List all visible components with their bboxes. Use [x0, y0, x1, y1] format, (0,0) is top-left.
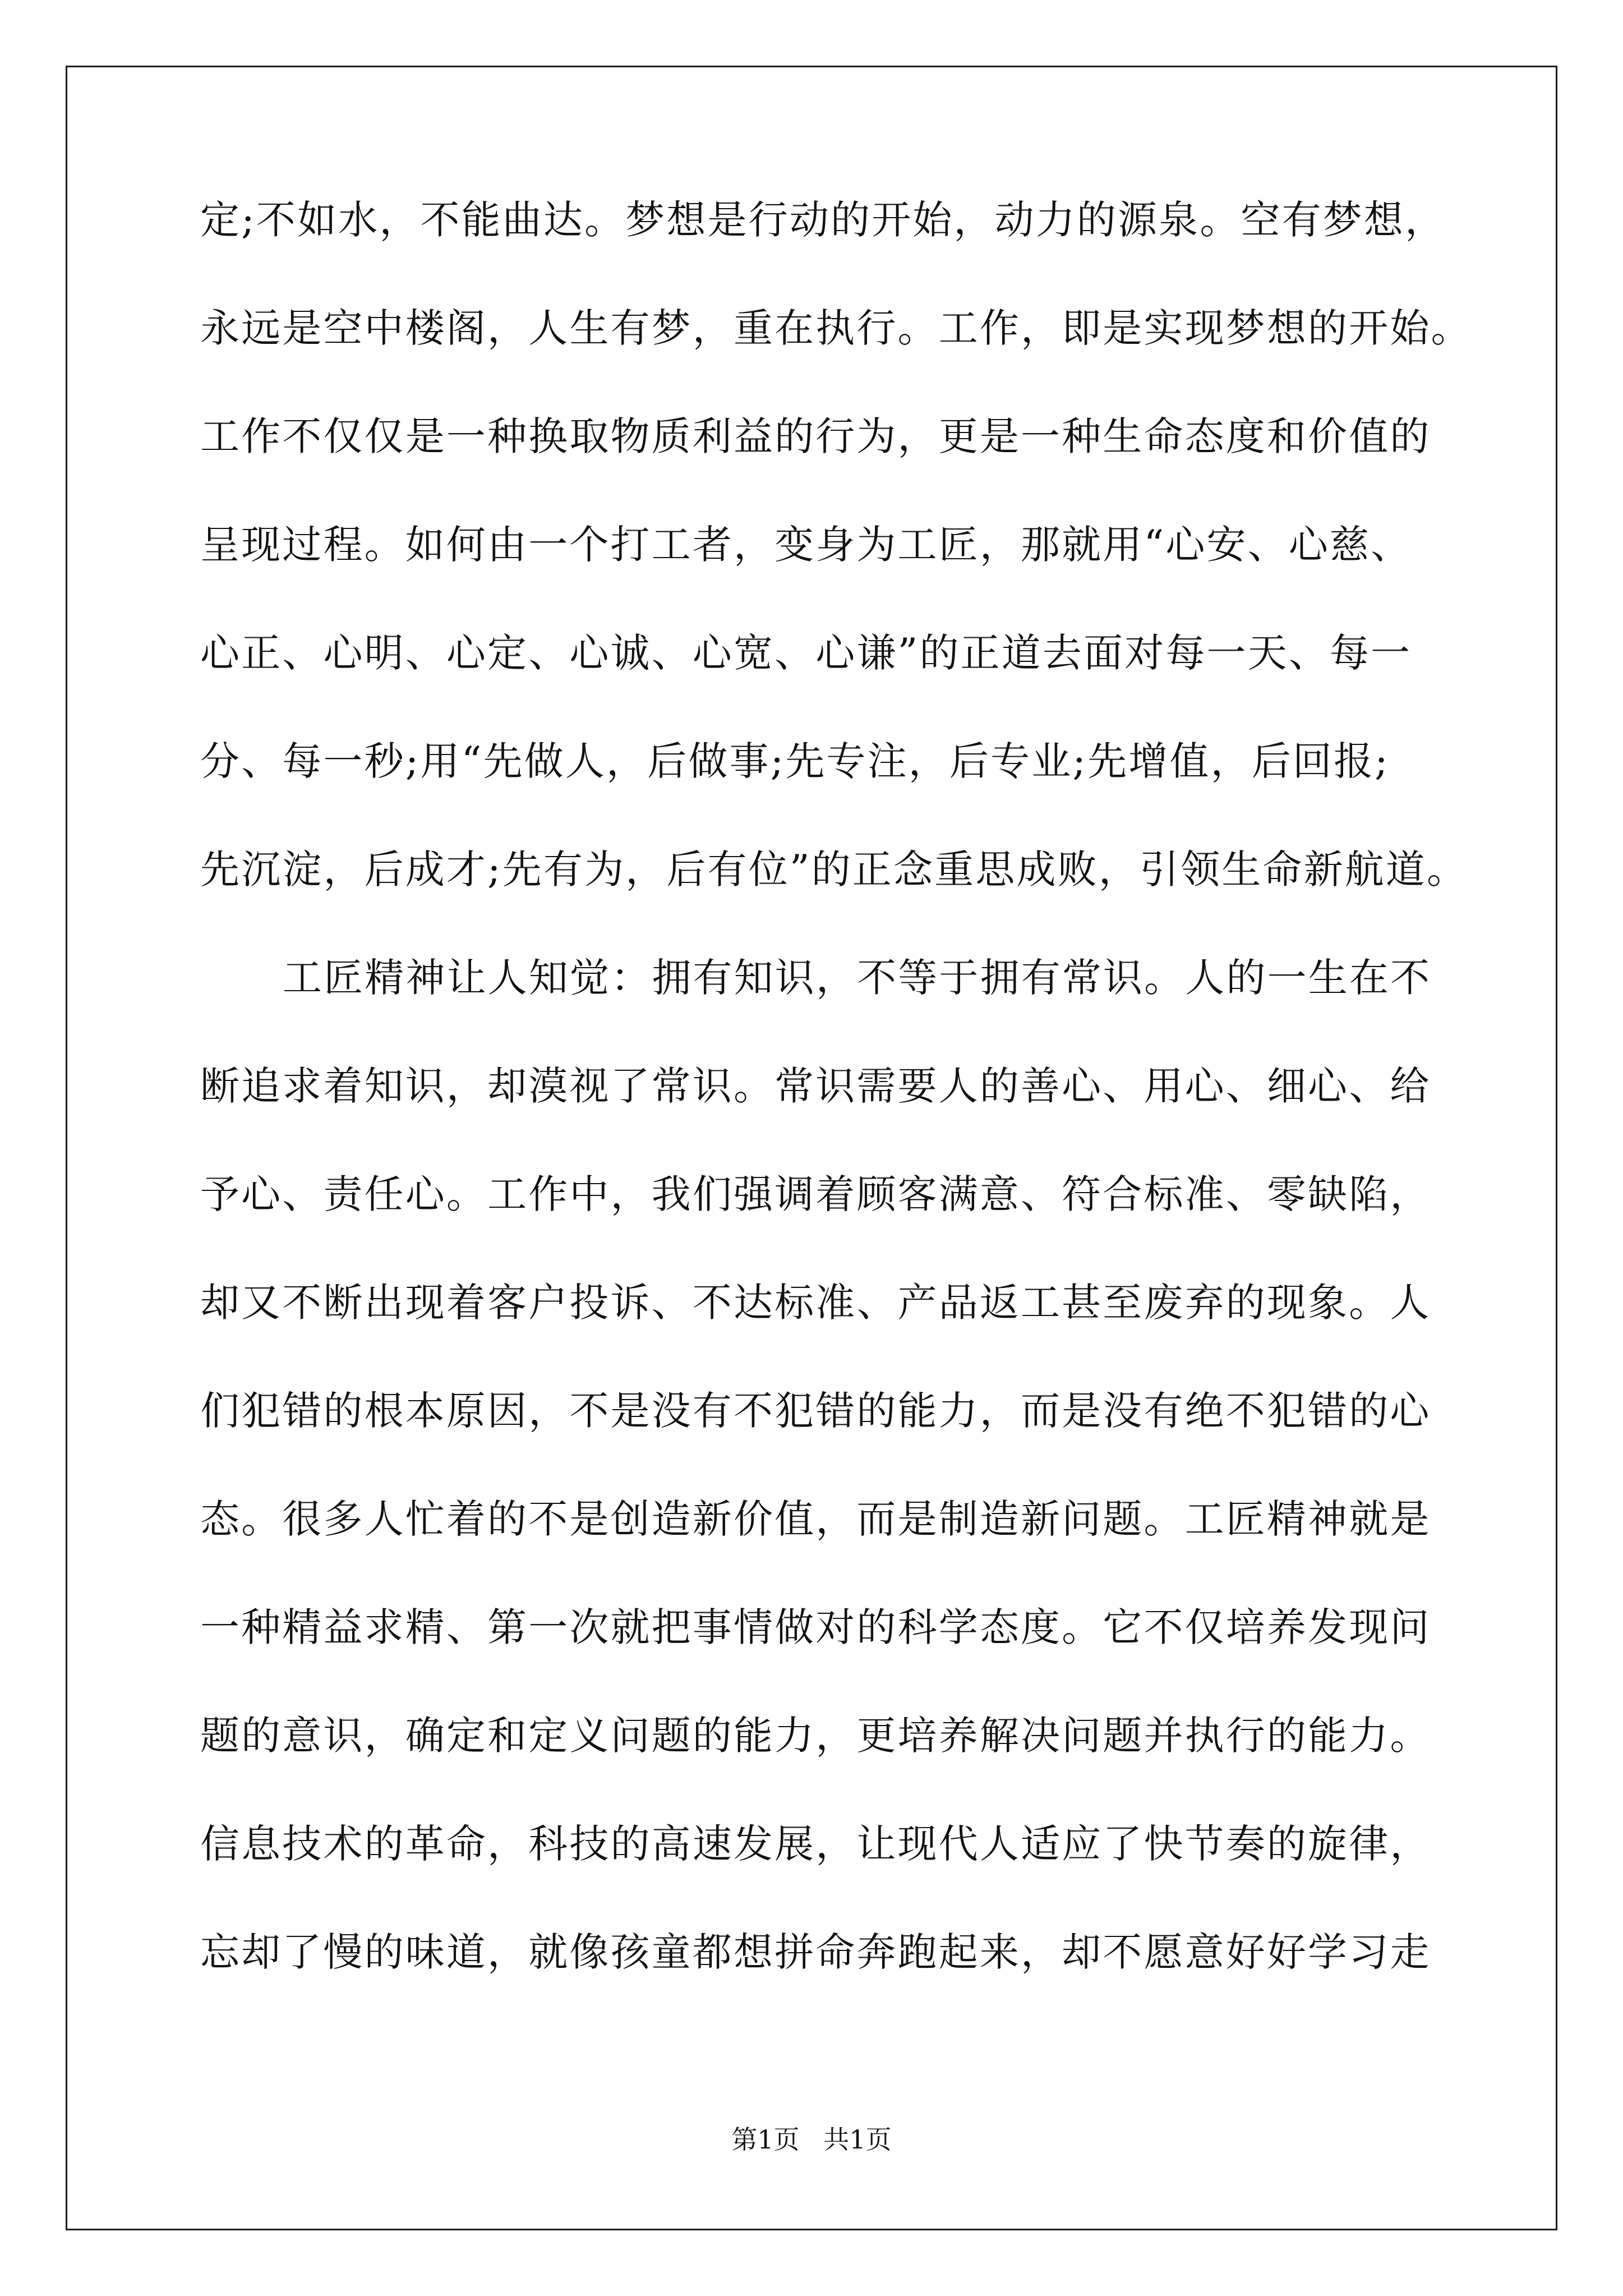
- text-line: 呈现过程。如何由一个打工者，变身为工匠，那就用“心安、心慈、: [200, 522, 1412, 568]
- text-line: 心正、心明、心定、心诚、心宽、心谦”的正道去面对每一天、每一: [200, 630, 1412, 676]
- text-line: 永远是空中楼阁，人生有梦，重在执行。工作，即是实现梦想的开始。: [200, 305, 1472, 351]
- text-line: 题的意识，确定和定义问题的能力，更培养解决问题并执行的能力。: [200, 1713, 1431, 1759]
- text-line: 们犯错的根本原因，不是没有不犯错的能力，而是没有绝不犯错的心: [200, 1388, 1431, 1434]
- document-body: [200, 191, 1472, 2031]
- text-line: 工作不仅仅是一种换取物质利益的行为，更是一种生命态度和价值的: [200, 413, 1431, 459]
- text-line: 定;不如水，不能曲达。梦想是行动的开始，动力的源泉。空有梦想，: [200, 197, 1446, 243]
- text-line: 分、每一秒;用“先做人，后做事;先专注，后专业;先增值，后回报;: [200, 738, 1390, 784]
- text-line: 忘却了慢的味道，就像孩童都想拼命奔跑起来，却不愿意好好学习走: [200, 1929, 1431, 1975]
- text-line: 信息技术的革命，科技的高速发展，让现代人适应了快节奏的旋律，: [200, 1821, 1431, 1867]
- text-line: 断追求着知识，却漠视了常识。常识需要人的善心、用心、细心、给: [200, 1063, 1431, 1109]
- text-line: 先沉淀，后成才;先有为，后有位”的正念重思成败，引领生命新航道。: [200, 846, 1468, 892]
- page-footer: [0, 2123, 1623, 2156]
- text-line: 一种精益求精、第一次就把事情做对的科学态度。它不仅培养发现问: [200, 1604, 1431, 1650]
- text-line: 却又不断出现着客户投诉、不达标准、产品返工甚至废弃的现象。人: [200, 1280, 1431, 1326]
- page-number: 第1页: [731, 2124, 800, 2155]
- text-line: 态。很多人忙着的不是创造新价值，而是制造新问题。工匠精神就是: [200, 1496, 1431, 1542]
- text-line: 工匠精神让人知觉：拥有知识，不等于拥有常识。人的一生在不: [283, 955, 1432, 1001]
- page-total: 共1页: [823, 2124, 892, 2155]
- text-line: 予心、责任心。工作中，我们强调着顾客满意、符合标准、零缺陷，: [200, 1171, 1431, 1217]
